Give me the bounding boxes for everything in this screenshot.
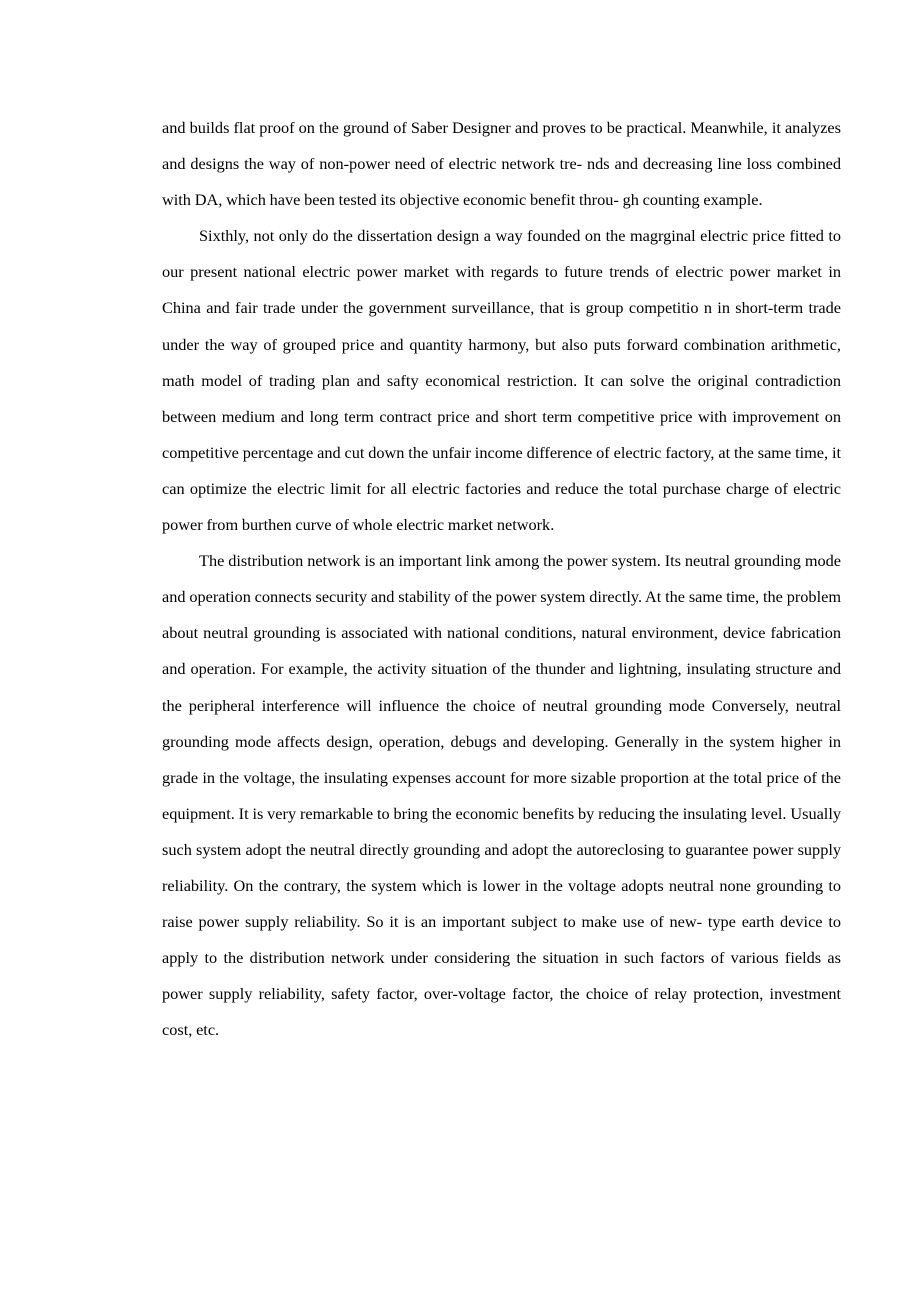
paragraph-distribution-network: The distribution network is an important link among the power system. Its neutral grounding mode and operation connects security and stability of the power system directly. At the same time, the problem about neutral grounding is associated with national conditions, natural environment, device fabrication and operation. For example, the activity situation of the thunder and lightning, insulating structure and the peripheral interference will influence the choice of neutral grounding mode Conversely, neutral grounding mode affects design, operation, debugs and developing. Generally in the system higher in grade in the voltage, the insulating expenses account for more sizable proportion at the total price of the equipment. It is very remarkable to bring the economic benefits by reducing the insulating level. Usually such system adopt the neutral directly grounding and adopt the autoreclosing to guarantee power supply reliability. On the contrary, the system which is lower in the voltage adopts neutral none grounding to raise power supply reliability. So it is an important subject to make use of new- type earth device to apply to the distribution network under considering the situation in such factors of various fields as power supply reliability, safety factor, over-voltage factor, the choice of relay protection, investment cost, etc.	[162, 551, 841, 1040]
paragraph-continuation: and builds flat proof on the ground of Saber Designer and proves to be practical. Meanwhile, it analyzes and designs the way of non-power need of electric network tre- nds and decreasing line loss combined with DA, which have been tested its objective economic benefit throu- gh counting example.	[162, 118, 841, 210]
document-page	[162, 110, 841, 1048]
paragraph-sixthly: Sixthly, not only do the dissertation design a way founded on the magrginal electric price fitted to our present national electric power market with regards to future trends of electric power market in China and fair trade under the government surveillance, that is group competitio n in short-term trade under the way of grouped price and quantity harmony, but also puts forward combination arithmetic, math model of trading plan and safty economical restriction. It can solve the original contradiction between medium and long term contract price and short term competitive price with improvement on competitive percentage and cut down the unfair income difference of electric factory, at the same time, it can optimize the electric limit for all electric factories and reduce the total purchase charge of electric power from burthen curve of whole electric market network.	[162, 226, 841, 535]
